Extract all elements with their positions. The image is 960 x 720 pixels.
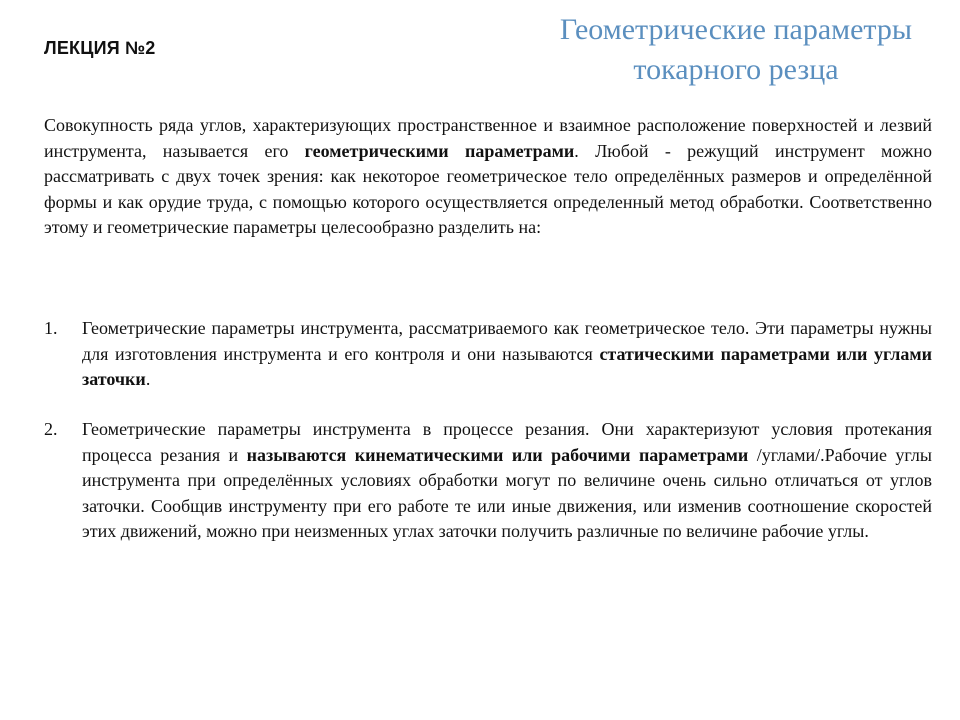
list-item (44, 316, 932, 393)
list-item-number: 1. (44, 318, 58, 338)
list-item-bold-term: называются кинематическими или рабочими параметрами (246, 444, 749, 465)
list-item-text-after: . (145, 369, 151, 389)
title-line-1: Геометрические параметры (559, 13, 913, 46)
list-item-text (82, 316, 932, 393)
intro-text-before: Совокупность ряда углов, характеризующих пространственное и взаимное расположение поверхностей и лезвий инструмента, называется его (44, 115, 932, 161)
list-item-text-before: Геометрические параметры инструмента, рассматриваемого как геометрическое тело. Эти параметры нужны для изготовления инструмента и его контроля и они называются (82, 318, 932, 364)
list-item-text (82, 417, 932, 545)
lecture-label: ЛЕКЦИЯ №2 (44, 38, 156, 58)
list-item (44, 417, 932, 545)
page-title (530, 10, 942, 90)
list-item-text-before: Геометрические параметры инструмента в процессе резания. Они характеризуют условия протекания процесса резания и (82, 419, 932, 465)
list-item-bold-term: статическими параметрами или углами заточки (82, 343, 932, 389)
list-item-text-after: /углами/.Рабочие углы инструмента при определённых условиях обработки могут по величине очень сильно отличаться от углов заточки. Сообщив инструменту при его работе те или иные движения, или изменив соотношение скоростей этих движений, можно при неизменных углах заточки получить различные по величине рабочие углы. (82, 444, 932, 541)
intro-paragraph (44, 113, 932, 241)
title-line-2: токарного резца (633, 53, 839, 86)
intro-bold-term: геометрическими параметрами (304, 140, 575, 161)
intro-text-after: . Любой - режущий инструмент можно рассматривать с двух точек зрения: как некоторое геометрическое тело определённых размеров и определённой формы и как орудие труда, с помощью которого осуществляется определенный метод обработки. Соответственно этому и геометрические параметры целесообразно разделить на: (44, 140, 932, 237)
list-item-number: 2. (44, 419, 58, 439)
